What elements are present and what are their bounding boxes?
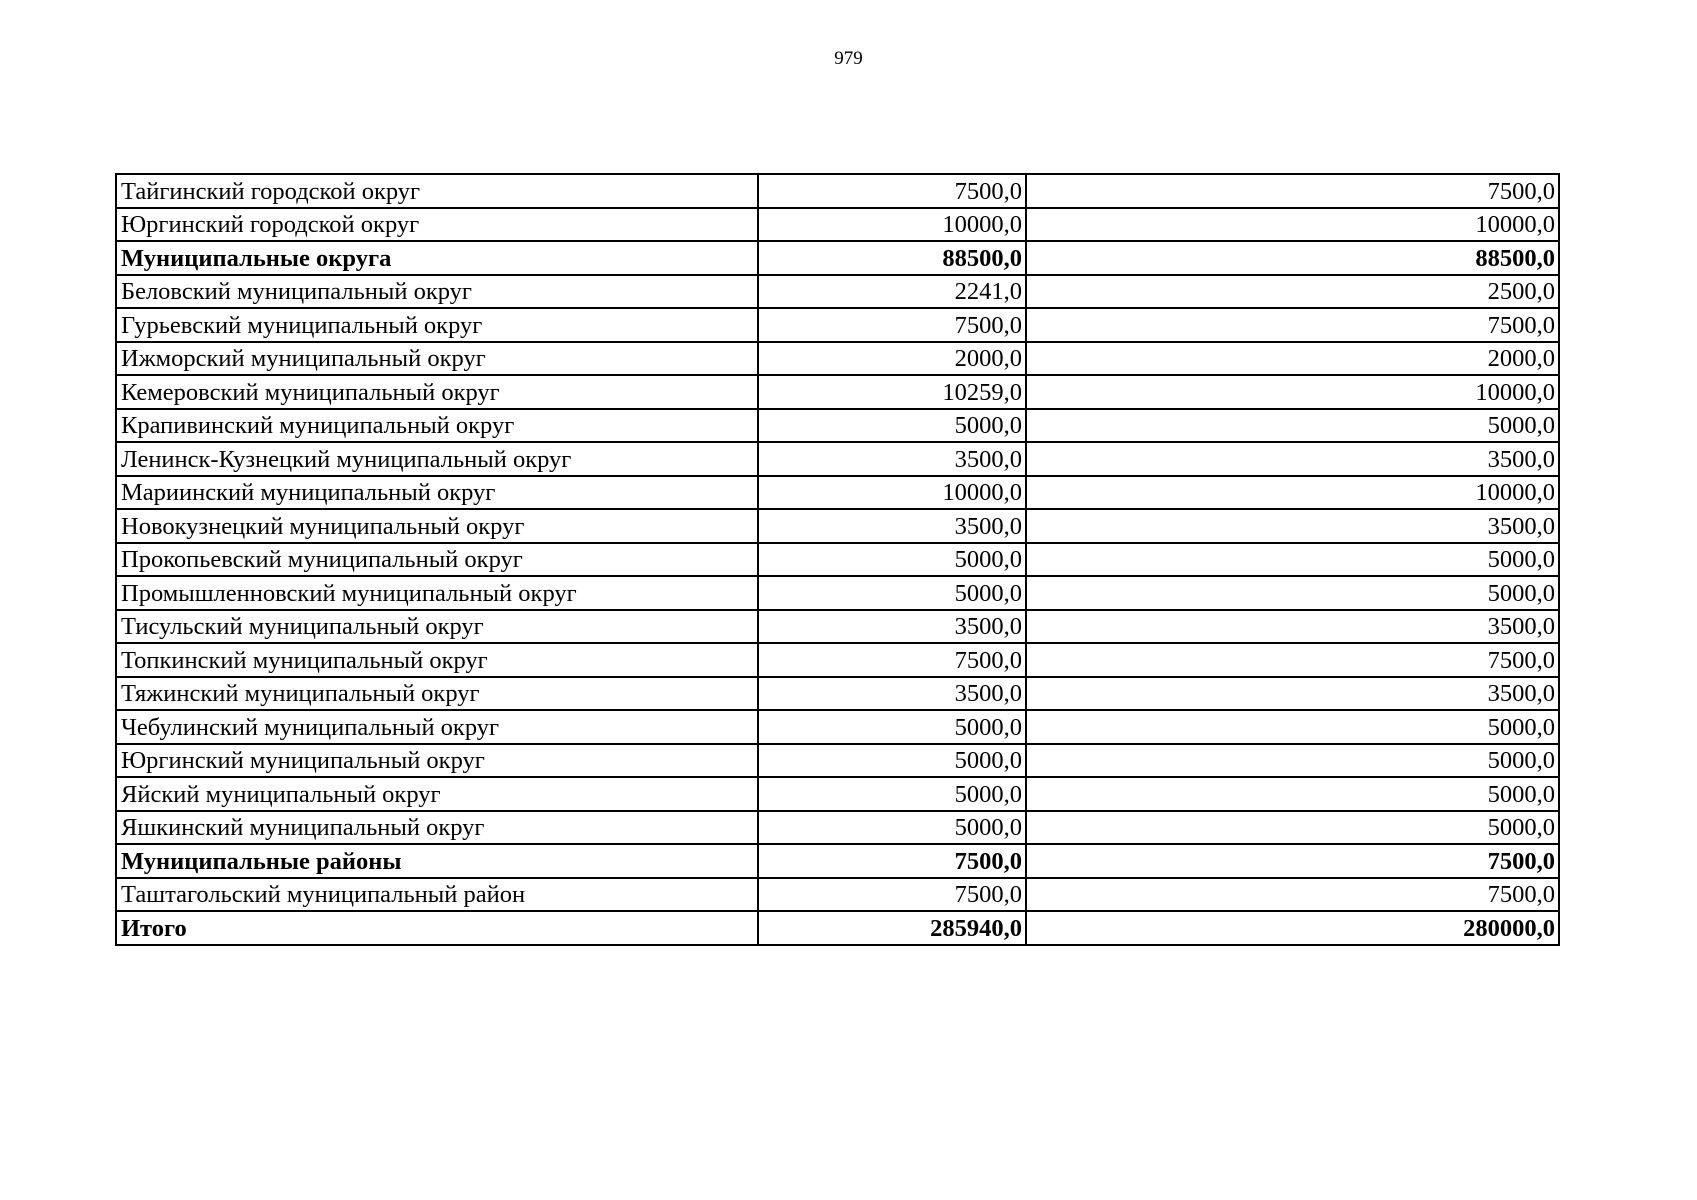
table-row — [116, 543, 1559, 577]
row-value-2: 5000,0 — [1026, 777, 1559, 811]
table-row — [116, 476, 1559, 510]
row-name: Таштагольский муниципальный район — [116, 878, 758, 912]
table-row — [116, 375, 1559, 409]
row-value-1: 3500,0 — [758, 610, 1026, 644]
row-value-2: 2500,0 — [1026, 275, 1559, 309]
row-name: Прокопьевский муниципальный округ — [116, 543, 758, 577]
table-row — [116, 911, 1559, 945]
row-name: Яйский муниципальный округ — [116, 777, 758, 811]
row-name: Ленинск-Кузнецкий муниципальный округ — [116, 442, 758, 476]
row-value-2: 10000,0 — [1026, 476, 1559, 510]
row-name: Ижморский муниципальный округ — [116, 342, 758, 376]
row-value-2: 7500,0 — [1026, 174, 1559, 208]
table-row — [116, 744, 1559, 778]
row-name: Топкинский муниципальный округ — [116, 643, 758, 677]
row-name: Мариинский муниципальный округ — [116, 476, 758, 510]
row-value-2: 7500,0 — [1026, 878, 1559, 912]
row-name: Тисульский муниципальный округ — [116, 610, 758, 644]
table-row — [116, 878, 1559, 912]
row-value-1: 10000,0 — [758, 476, 1026, 510]
table-row — [116, 174, 1559, 208]
row-value-2: 88500,0 — [1026, 241, 1559, 275]
table-row — [116, 710, 1559, 744]
page-number: 979 — [834, 48, 863, 69]
row-value-1: 3500,0 — [758, 442, 1026, 476]
row-value-1: 5000,0 — [758, 576, 1026, 610]
row-value-1: 3500,0 — [758, 677, 1026, 711]
table-row — [116, 844, 1559, 878]
table-row — [116, 576, 1559, 610]
table-row — [116, 643, 1559, 677]
row-name: Гурьевский муниципальный округ — [116, 308, 758, 342]
row-value-1: 5000,0 — [758, 744, 1026, 778]
row-name: Новокузнецкий муниципальный округ — [116, 509, 758, 543]
table-row — [116, 442, 1559, 476]
row-name: Тайгинский городской округ — [116, 174, 758, 208]
table-row — [116, 208, 1559, 242]
row-value-2: 3500,0 — [1026, 509, 1559, 543]
table-row — [116, 409, 1559, 443]
row-value-2: 3500,0 — [1026, 442, 1559, 476]
row-name: Беловский муниципальный округ — [116, 275, 758, 309]
row-value-2: 7500,0 — [1026, 308, 1559, 342]
row-value-1: 5000,0 — [758, 811, 1026, 845]
row-name: Тяжинский муниципальный округ — [116, 677, 758, 711]
table-row — [116, 342, 1559, 376]
table-row — [116, 677, 1559, 711]
row-value-1: 10000,0 — [758, 208, 1026, 242]
row-name: Муниципальные районы — [116, 844, 758, 878]
row-value-1: 5000,0 — [758, 409, 1026, 443]
table-row — [116, 610, 1559, 644]
row-value-2: 5000,0 — [1026, 543, 1559, 577]
row-value-1: 5000,0 — [758, 710, 1026, 744]
row-value-1: 3500,0 — [758, 509, 1026, 543]
row-name: Крапивинский муниципальный округ — [116, 409, 758, 443]
row-value-2: 280000,0 — [1026, 911, 1559, 945]
table-row — [116, 811, 1559, 845]
row-value-2: 3500,0 — [1026, 677, 1559, 711]
row-value-1: 10259,0 — [758, 375, 1026, 409]
row-value-2: 10000,0 — [1026, 208, 1559, 242]
row-value-1: 7500,0 — [758, 878, 1026, 912]
row-value-2: 7500,0 — [1026, 844, 1559, 878]
row-value-1: 7500,0 — [758, 308, 1026, 342]
row-name: Муниципальные округа — [116, 241, 758, 275]
row-value-2: 5000,0 — [1026, 710, 1559, 744]
row-name: Промышленновский муниципальный округ — [116, 576, 758, 610]
row-value-1: 285940,0 — [758, 911, 1026, 945]
row-value-2: 5000,0 — [1026, 811, 1559, 845]
row-value-1: 7500,0 — [758, 174, 1026, 208]
allocation-table — [115, 173, 1560, 946]
row-name: Кемеровский муниципальный округ — [116, 375, 758, 409]
table-body — [116, 174, 1559, 945]
table-row — [116, 241, 1559, 275]
table-row — [116, 275, 1559, 309]
table-row — [116, 308, 1559, 342]
row-name: Яшкинский муниципальный округ — [116, 811, 758, 845]
row-name: Чебулинский муниципальный округ — [116, 710, 758, 744]
table-row — [116, 509, 1559, 543]
table-row — [116, 777, 1559, 811]
row-value-2: 7500,0 — [1026, 643, 1559, 677]
row-name: Юргинский муниципальный округ — [116, 744, 758, 778]
row-value-1: 2241,0 — [758, 275, 1026, 309]
row-value-1: 5000,0 — [758, 777, 1026, 811]
row-value-1: 7500,0 — [758, 643, 1026, 677]
row-value-2: 5000,0 — [1026, 744, 1559, 778]
row-value-1: 88500,0 — [758, 241, 1026, 275]
row-value-2: 2000,0 — [1026, 342, 1559, 376]
row-name: Итого — [116, 911, 758, 945]
row-value-1: 5000,0 — [758, 543, 1026, 577]
row-name: Юргинский городской округ — [116, 208, 758, 242]
row-value-2: 5000,0 — [1026, 409, 1559, 443]
row-value-2: 5000,0 — [1026, 576, 1559, 610]
row-value-1: 7500,0 — [758, 844, 1026, 878]
row-value-1: 2000,0 — [758, 342, 1026, 376]
row-value-2: 3500,0 — [1026, 610, 1559, 644]
row-value-2: 10000,0 — [1026, 375, 1559, 409]
